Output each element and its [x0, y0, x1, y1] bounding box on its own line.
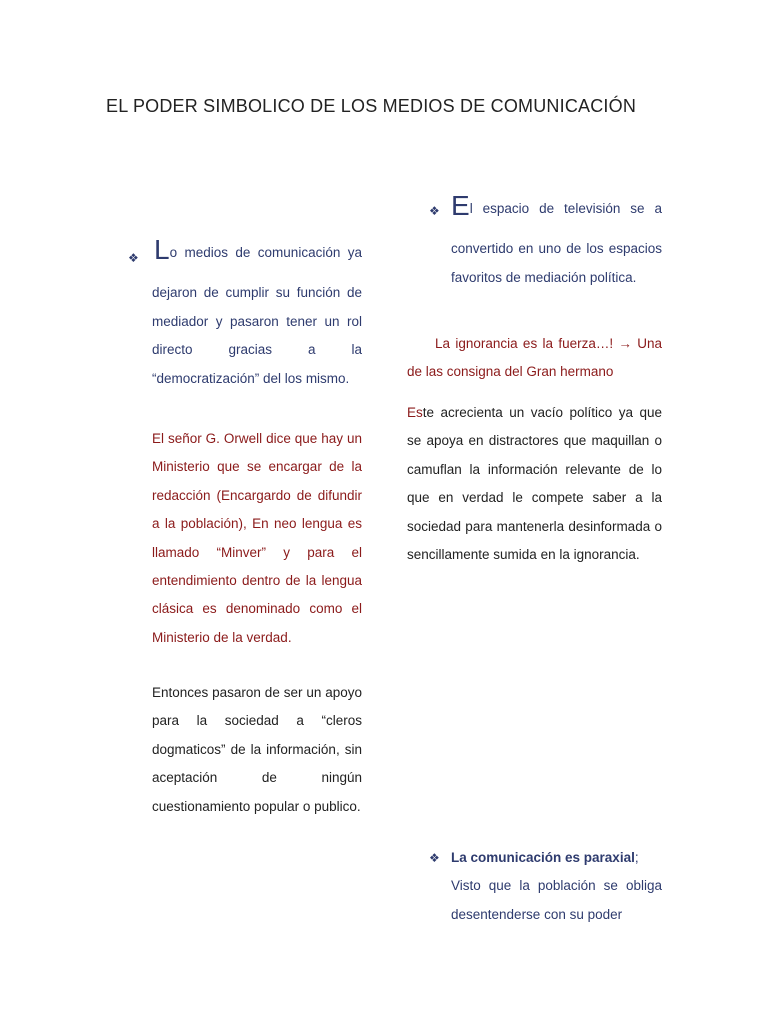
intro-paragraph: [152, 236, 362, 393]
tv-rest: convertido en uno de los espacios favoritos de mediación política.: [451, 241, 662, 285]
bullet-diamond-icon: ❖: [429, 204, 440, 218]
orwell-paragraph: [152, 425, 362, 652]
drop-cap-l: L: [154, 234, 170, 265]
page-title: EL PODER SIMBOLICO DE LOS MEDIOS DE COMUNICACIÓN: [106, 96, 637, 116]
intro-first-line: o medios de comunicación ya: [169, 245, 362, 260]
tv-first-line: l espacio de televisión se a: [469, 201, 662, 216]
orwell-text: El señor G. Orwell dice que hay un Ministerio que se encargar de la redacción (Encargardo de difundir a la población), En neo lengua es llamado “Minver” y para el entendimiento dentro de la lengua clásica es denominado como el Ministerio de la verdad.: [152, 431, 362, 645]
void-prefix: Es: [407, 405, 423, 420]
clergy-text: Entonces pasaron de ser un apoyo para la sociedad a “cleros dogmaticos” de la información, sin aceptación de ningún cuestionamiento popular o publico.: [152, 685, 362, 814]
paraxial-heading: La comunicación es paraxial: [451, 850, 635, 865]
intro-rest: dejaron de cumplir su función de mediador y pasaron tener un rol directo gracias a la “democratización” del los mismo.: [152, 285, 362, 386]
clergy-paragraph: [152, 679, 362, 821]
bullet-diamond-icon: ❖: [429, 851, 440, 865]
paraxial-paragraph: [451, 844, 662, 929]
paraxial-text: Visto que la población se obliga desentenderse con su poder: [451, 878, 662, 922]
bullet-diamond-icon: ❖: [128, 251, 139, 265]
tv-paragraph: [451, 192, 662, 292]
quote-text: La ignorancia es la fuerza…! → Una de las consigna del Gran hermano: [407, 336, 662, 380]
drop-cap-e: E: [451, 190, 470, 221]
quote-paragraph: [407, 330, 662, 387]
void-text: te acrecienta un vacío político ya que se apoya en distractores que maquillan o camuflan la información relevante de lo que en verdad le compete saber a la sociedad para mantenerla desinformada o sencillamente sumida en la ignorancia.: [407, 405, 662, 563]
void-paragraph: [407, 399, 662, 569]
paraxial-semicolon: ;: [634, 850, 639, 865]
